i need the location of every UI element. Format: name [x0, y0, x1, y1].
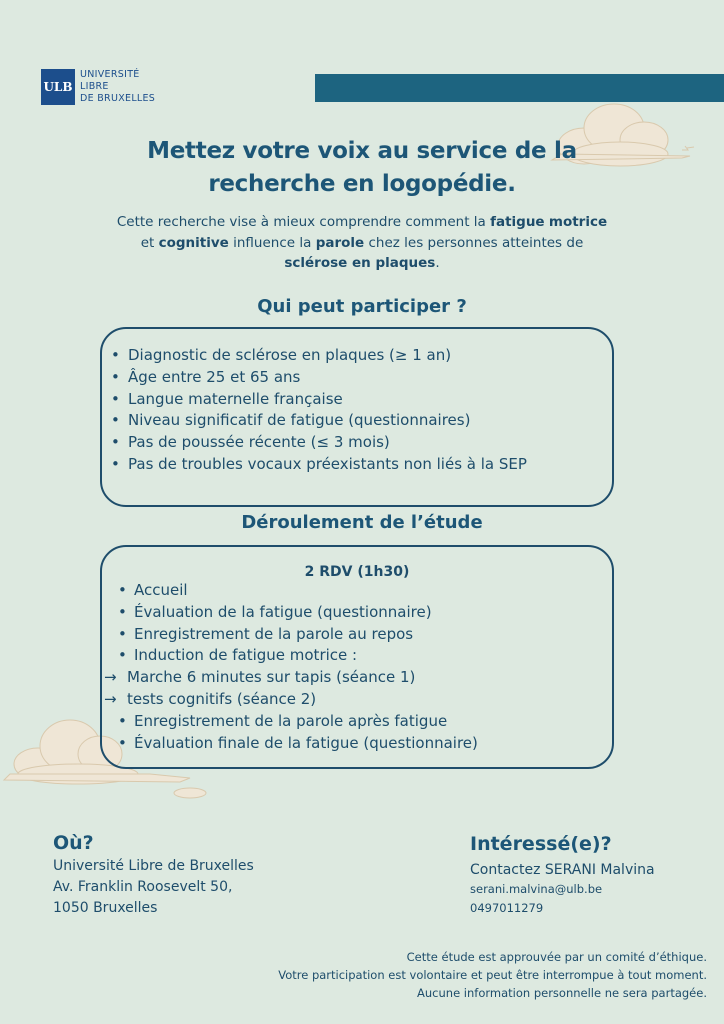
interested-heading: Intéressé(e)?	[470, 833, 612, 855]
participants-box	[100, 327, 614, 507]
ulb-logo	[41, 69, 155, 105]
study-step	[104, 689, 478, 711]
study-step	[104, 667, 478, 689]
contact-email-link[interactable]: serani.malvina@ulb.be	[470, 882, 603, 896]
participant-criterion	[111, 367, 527, 389]
footer-line-3: Aucune information personnelle ne sera partagée.	[417, 986, 707, 1000]
arrow-right-icon: →	[104, 689, 117, 708]
bullet-icon: •	[111, 411, 120, 430]
study-heading: Déroulement de l’étude	[241, 512, 483, 533]
study-step	[108, 711, 478, 733]
logo-line-2: LIBRE	[80, 81, 109, 92]
study-box	[100, 545, 614, 769]
intro-bold-term: sclérose en plaques	[284, 255, 436, 271]
logo-line-1: UNIVERSITÉ	[80, 69, 140, 80]
intro-text: chez les personnes atteintes de	[364, 234, 584, 251]
study-step	[108, 624, 478, 646]
intro-text: Cette recherche vise à mieux comprendre comment la	[116, 214, 491, 230]
participant-criterion	[111, 410, 527, 432]
criterion-text: Pas de troubles vocaux préexistants non liés à la SEP	[128, 454, 527, 473]
logo-line-3: DE BRUXELLES	[80, 93, 156, 104]
step-text: Évaluation finale de la fatigue (questionnaire)	[134, 733, 478, 752]
bullet-icon: •	[111, 433, 120, 452]
ulb-logo-mark: ULB	[41, 69, 75, 105]
step-text: Accueil	[134, 581, 188, 599]
step-text: Induction de fatigue motrice :	[134, 646, 358, 665]
study-step	[108, 602, 478, 624]
intro-bold-term: motrice	[548, 214, 608, 230]
bullet-icon: •	[111, 346, 120, 364]
criterion-text: Niveau significatif de fatigue (questionnaires)	[128, 411, 471, 430]
footer-notice	[278, 948, 707, 1002]
where-line-3: 1050 Bruxelles	[53, 900, 158, 916]
step-text: Évaluation de la fatigue (questionnaire)	[134, 602, 432, 621]
bullet-icon: •	[118, 624, 127, 643]
intro-bold-term: cognitive	[158, 234, 229, 251]
step-text: Enregistrement de la parole après fatigue	[134, 711, 448, 730]
intro-text: influence la	[228, 234, 316, 251]
bullet-icon: •	[118, 602, 127, 621]
title-line-2: recherche en logopédie.	[208, 171, 516, 197]
participants-list	[111, 345, 527, 476]
page-title	[0, 135, 724, 201]
study-step	[108, 580, 478, 602]
criterion-text: Âge entre 25 et 65 ans	[128, 367, 301, 386]
intro-bold-term: parole	[315, 234, 365, 251]
step-text: Enregistrement de la parole au repos	[134, 624, 414, 643]
contact-name: Contactez SERANI Malvina	[470, 862, 655, 878]
footer-line-2: Votre participation est volontaire et peut être interrompue à tout moment.	[278, 968, 707, 982]
bullet-icon: •	[118, 581, 127, 599]
rdv-label: 2 RDV (1h30)	[304, 564, 410, 580]
step-text: Marche 6 minutes sur tapis (séance 1)	[127, 668, 416, 687]
study-steps-list	[104, 580, 478, 754]
footer-line-1: Cette étude est approuvée par un comité d’éthique.	[406, 950, 707, 964]
study-step	[108, 645, 478, 667]
criterion-text: Diagnostic de sclérose en plaques (≥ 1 an)	[128, 346, 452, 364]
title-line-1: Mettez votre voix au service de la	[147, 138, 577, 164]
study-step	[108, 733, 478, 755]
intro-text: .	[435, 255, 440, 271]
ulb-logo-text	[80, 69, 155, 105]
participant-criterion	[111, 432, 527, 454]
participant-criterion	[111, 345, 527, 367]
bullet-icon: •	[118, 733, 127, 752]
bullet-icon: •	[111, 389, 120, 408]
where-heading: Où?	[53, 832, 94, 854]
bullet-icon: •	[118, 646, 127, 665]
participant-criterion	[111, 454, 527, 476]
participant-criterion	[111, 389, 527, 411]
intro-paragraph	[110, 212, 614, 274]
criterion-text: Pas de poussée récente (≤ 3 mois)	[128, 433, 390, 452]
bullet-icon: •	[111, 367, 120, 386]
bullet-icon: •	[111, 454, 120, 473]
where-line-1: Université Libre de Bruxelles	[53, 858, 254, 874]
bullet-icon: •	[118, 711, 127, 730]
arrow-right-icon: →	[104, 668, 117, 687]
contact-phone: 0497011279	[470, 901, 544, 915]
intro-bold-term: fatigue	[490, 214, 545, 230]
participants-heading: Qui peut participer ?	[257, 296, 467, 317]
intro-text: et	[140, 234, 159, 251]
criterion-text: Langue maternelle française	[128, 389, 343, 408]
where-line-2: Av. Franklin Roosevelt 50,	[53, 879, 233, 895]
step-text: tests cognitifs (séance 2)	[127, 689, 317, 708]
